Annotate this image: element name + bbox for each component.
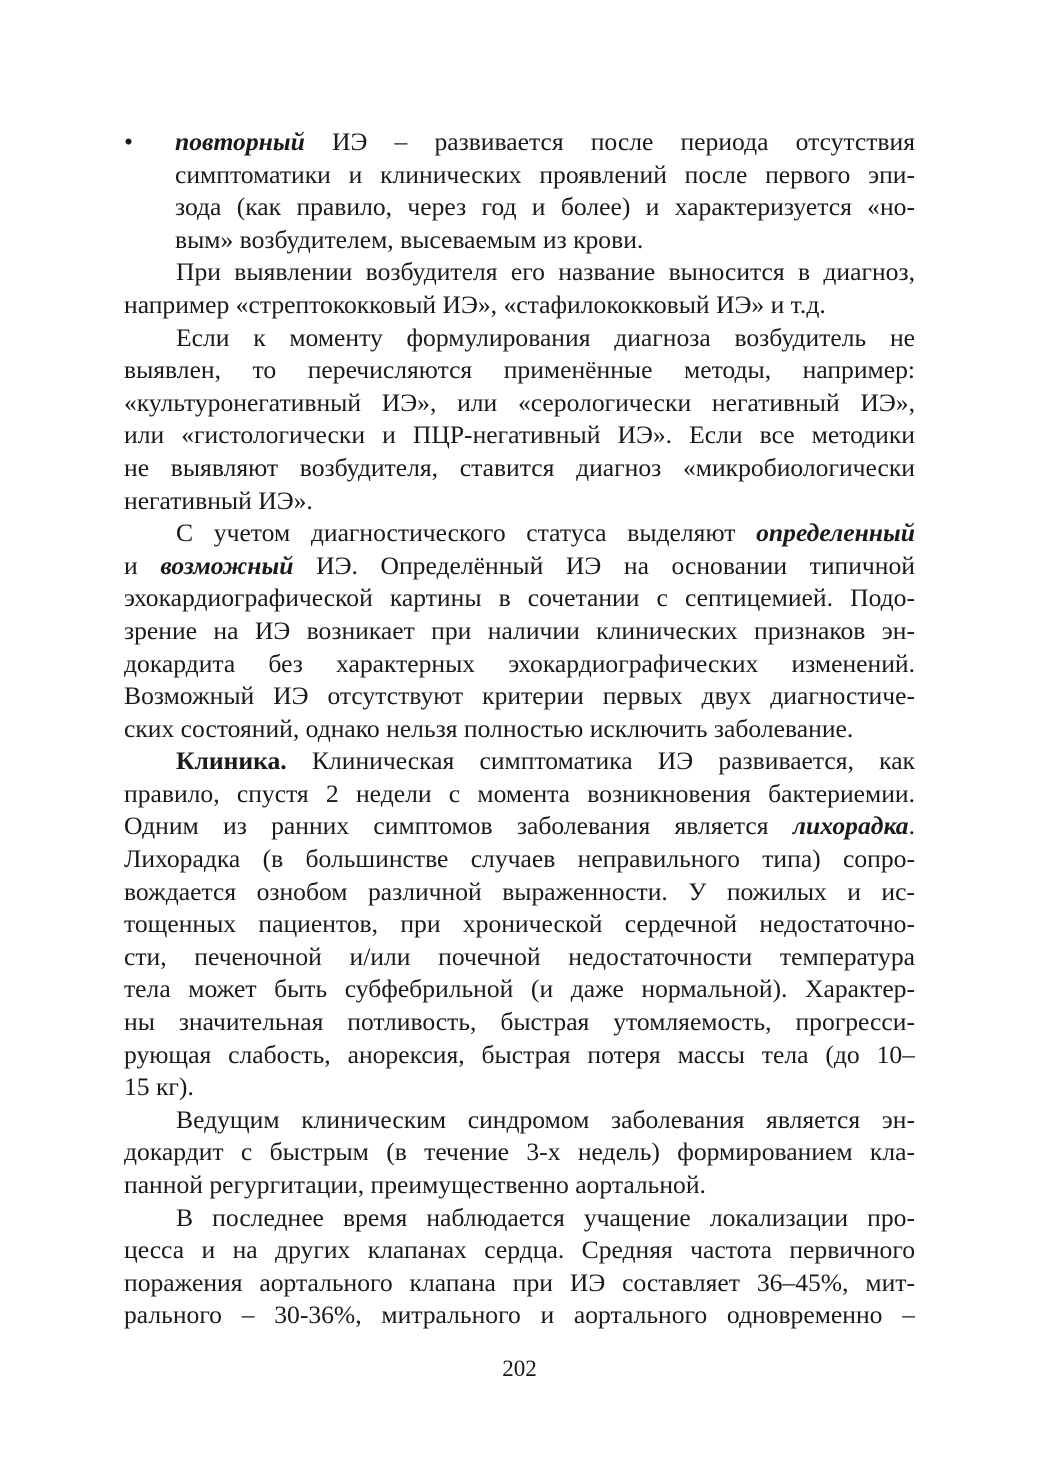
text-run: докардита без характерных эхокардиографических изменений. <box>124 648 915 678</box>
text-line <box>124 1169 915 1202</box>
text-run: В последнее время наблюдается учащение локализации про- <box>176 1202 915 1232</box>
text-run: тела может быть субфебрильной (и даже нормальной). Характер- <box>124 974 915 1004</box>
text-run: тощенных пациентов, при хронической сердечной недостаточно- <box>124 909 915 939</box>
text-run: или «гистологически и ПЦР-негативный ИЭ». Если все методики <box>124 420 915 450</box>
text-run: Ведущим клиническим синдромом заболевания является эн- <box>176 1104 915 1134</box>
text-run: зрение на ИЭ возникает при наличии клинических признаков эн- <box>124 615 915 645</box>
text-run: вым» возбудителем, высеваемым из крови. <box>175 224 644 254</box>
text-line <box>124 745 915 778</box>
text-line <box>124 973 915 1006</box>
text-line <box>124 1234 915 1267</box>
text-line <box>124 1299 915 1332</box>
text-line <box>124 778 915 811</box>
text-line <box>124 810 915 843</box>
text-line <box>124 191 915 224</box>
text-run: ских состояний, однако нельзя полностью исключить заболевание. <box>124 713 854 743</box>
text-line <box>124 582 915 615</box>
page-text <box>124 126 915 1332</box>
text-run: панной регургитации, преимущественно аортальной. <box>124 1170 706 1199</box>
text-run: симптоматики и клинических проявлений после первого эпи- <box>175 159 915 189</box>
text-run: докардит с быстрым (в течение 3-х недель) формированием кла- <box>124 1137 915 1167</box>
page-number: 202 <box>502 1356 537 1381</box>
text-run: эхокардиографической картины в сочетании с септицемией. Подо- <box>124 583 915 613</box>
text-line <box>124 680 915 713</box>
emphasis-text: Клиника. <box>176 746 287 776</box>
text-run: не выявляют возбудителя, ставится диагноз «микробиологически <box>124 452 915 482</box>
text-line <box>124 485 915 518</box>
text-run: ИЭ – развивается после периода отсутствия <box>304 127 915 156</box>
text-line <box>124 354 915 387</box>
text-line <box>124 908 915 941</box>
text-line <box>124 615 915 648</box>
text-run: негативный ИЭ». <box>124 485 313 515</box>
text-run: С учетом диагностического статуса выделяют <box>176 518 757 548</box>
text-line <box>124 941 915 974</box>
bullet-icon: • <box>124 127 133 156</box>
text-line <box>124 1202 915 1235</box>
text-line <box>124 550 915 583</box>
text-line <box>124 452 915 485</box>
text-run: зода (как правило, через год и более) и характеризуется «но- <box>175 192 915 222</box>
text-line <box>124 1071 915 1104</box>
emphasis-text: определенный <box>756 518 915 548</box>
text-run: ны значительная потливость, быстрая утомляемость, прогресси- <box>124 1007 915 1037</box>
text-line <box>124 419 915 452</box>
text-line <box>124 1267 915 1300</box>
text-line <box>124 517 915 550</box>
text-line <box>124 1039 915 1072</box>
text-run: сти, печеночной и/или почечной недостаточности температура <box>124 941 915 971</box>
text-run: выявлен, то перечисляются применённые методы, например: <box>124 355 915 385</box>
text-line <box>124 648 915 681</box>
text-run: ИЭ. Определённый ИЭ на основании типичной <box>293 550 915 580</box>
text-line <box>124 843 915 876</box>
text-line <box>124 1104 915 1137</box>
text-run: цесса и на других клапанах сердца. Средняя частота первичного <box>124 1235 915 1265</box>
emphasis-text: возможный <box>160 550 294 580</box>
text-line <box>124 713 915 746</box>
text-run: Одним из ранних симптомов заболевания является <box>124 811 793 841</box>
text-run: и <box>124 550 161 580</box>
text-run: При выявлении возбудителя его название выносится в диагноз, <box>176 257 915 287</box>
text-line <box>124 224 915 257</box>
text-run: вождается ознобом различной выраженности. У пожилых и ис- <box>124 876 915 906</box>
emphasis-text: лихорадка <box>792 811 909 841</box>
text-line <box>124 256 915 289</box>
text-run: Возможный ИЭ отсутствуют критерии первых двух диагностиче- <box>124 681 915 711</box>
text-run: Если к моменту формулирования диагноза возбудитель не <box>176 322 915 352</box>
text-line <box>124 1006 915 1039</box>
text-line <box>124 387 915 420</box>
text-run: например «стрептококковый ИЭ», «стафилококковый ИЭ» и т.д. <box>124 289 826 319</box>
text-line <box>124 876 915 909</box>
text-run: рального – 30-36%, митрального и аортального одновременно – <box>124 1300 915 1330</box>
text-line <box>124 126 915 159</box>
text-run: Лихорадка (в большинстве случаев неправильного типа) сопро- <box>124 844 915 874</box>
text-line <box>124 289 915 322</box>
text-run: поражения аортального клапана при ИЭ составляет 36–45%, мит- <box>124 1267 915 1297</box>
text-run: правило, спустя 2 недели с момента возникновения бактериемии. <box>124 778 915 808</box>
text-run: . <box>908 811 915 841</box>
text-line <box>124 1136 915 1169</box>
text-run: Клиническая симптоматика ИЭ развивается, как <box>286 746 915 776</box>
text-run: рующая слабость, анорексия, быстрая потеря массы тела (до 10– <box>124 1039 915 1069</box>
text-run: 15 кг). <box>124 1072 194 1102</box>
text-line <box>124 159 915 192</box>
text-run: «культуронегативный ИЭ», или «серологически негативный ИЭ», <box>124 387 915 417</box>
emphasis-text: повторный <box>175 127 305 156</box>
text-line <box>124 322 915 355</box>
